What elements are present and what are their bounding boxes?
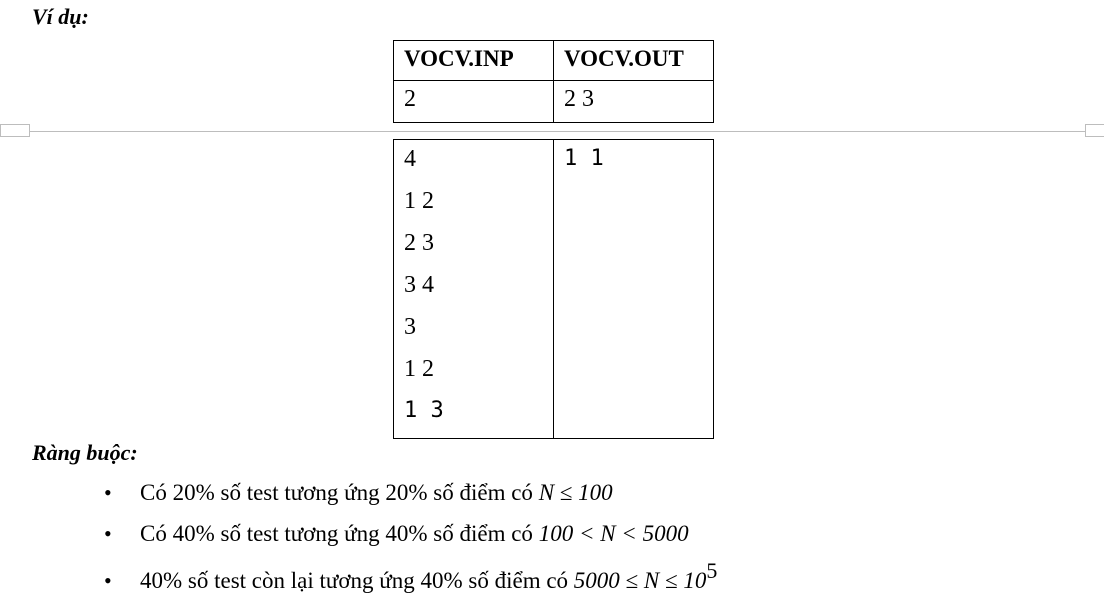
constraint-math: N ≤ 100 [538, 480, 613, 505]
bullet-icon: • [104, 521, 112, 546]
table-row [394, 81, 714, 123]
right-margin-marker [1085, 124, 1104, 137]
input-cell: 2 [394, 81, 554, 123]
table-header-row [394, 41, 714, 81]
input-line: 1 3 [404, 398, 444, 423]
bullet-icon: • [104, 480, 112, 505]
output-cell [554, 140, 714, 439]
input-line: 1 2 [404, 188, 434, 214]
constraint-text: 40% số test còn lại tương ứng 40% số điểm có [140, 568, 574, 593]
constraint-math: 100 < N < 5000 [538, 521, 689, 546]
header-input-file: VOCV.INP [394, 41, 554, 81]
io-table-header [393, 40, 714, 123]
list-item [104, 556, 717, 597]
left-margin-marker [0, 124, 30, 137]
io-table-continued [393, 139, 714, 439]
output-cell: 2 3 [554, 81, 714, 123]
example-heading: Ví dụ: [32, 4, 89, 29]
input-line: 3 4 [404, 272, 434, 298]
input-line: 4 [404, 146, 416, 172]
constraint-math: 5000 ≤ N ≤ 10 [573, 568, 707, 593]
constraint-text: Có 40% số test tương ứng 40% số điểm có [140, 521, 539, 546]
constraint-text: Có 20% số test tương ứng 20% số điểm có [140, 480, 539, 505]
input-line: 1 2 [404, 356, 434, 382]
constraint-exponent: 5 [706, 558, 718, 583]
input-line: 3 [404, 314, 416, 340]
output-line: 1 1 [564, 146, 604, 171]
table-row [394, 140, 714, 439]
header-output-file: VOCV.OUT [554, 41, 714, 81]
constraints-list [104, 474, 717, 597]
list-item [104, 474, 717, 515]
list-item [104, 515, 717, 556]
input-cell [394, 140, 554, 439]
input-line: 2 3 [404, 230, 434, 256]
bullet-icon: • [104, 568, 112, 593]
constraints-heading: Ràng buộc: [32, 440, 138, 465]
page-break-line [0, 131, 1104, 132]
